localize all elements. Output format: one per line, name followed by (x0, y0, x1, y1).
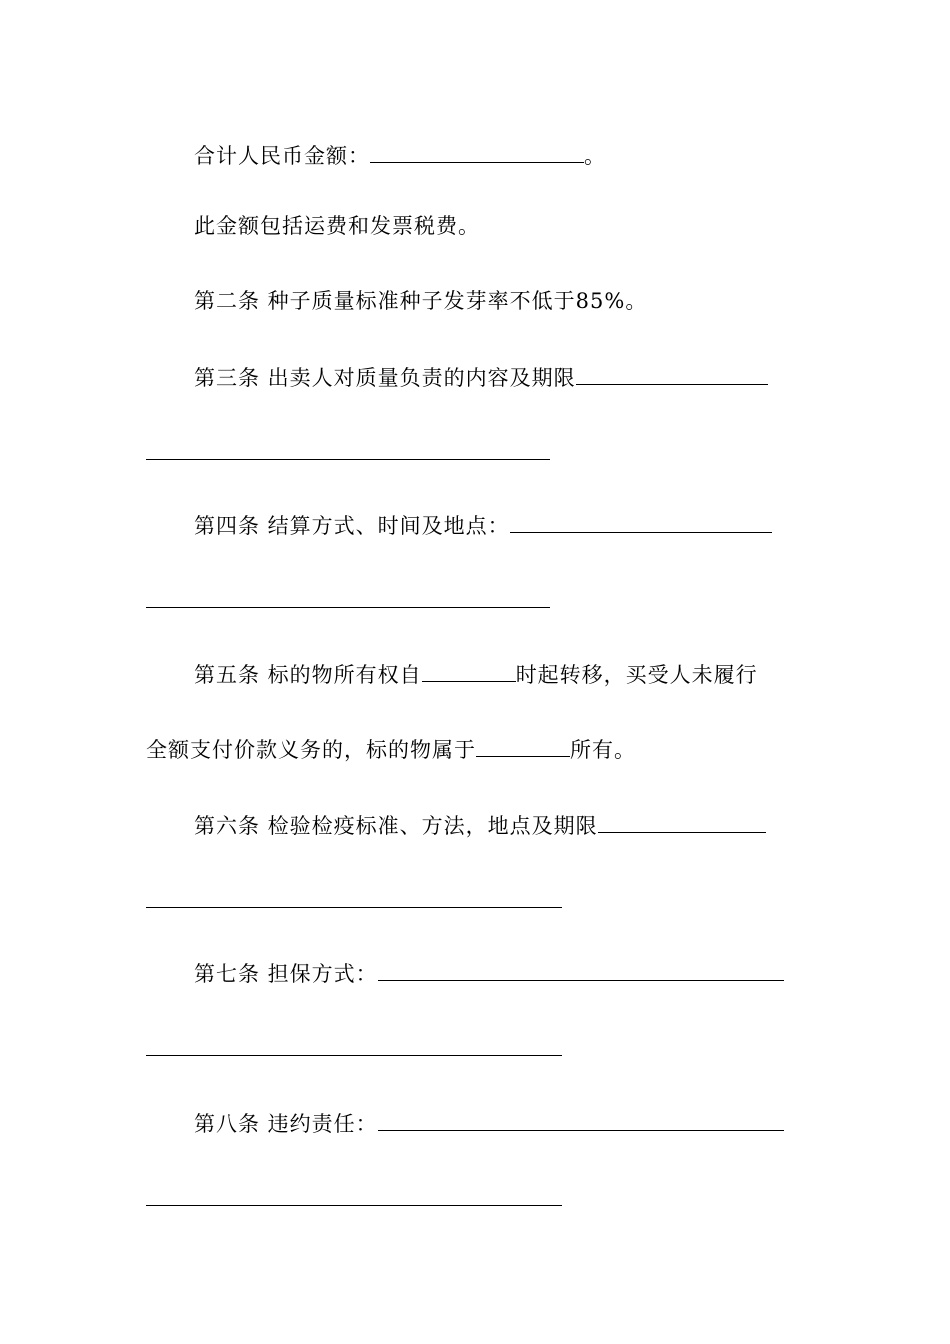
includes-note-text: 此金额包括运费和发票税费。 (194, 214, 480, 238)
ownership-transfer-blank[interactable] (422, 659, 516, 682)
article-8-text: 第八条 违约责任： (194, 1112, 378, 1136)
article-4-blank[interactable] (510, 510, 772, 533)
article-4-continuation-blank[interactable] (146, 607, 550, 608)
article-8 (146, 1108, 856, 1139)
article-4-text: 第四条 结算方式、时间及地点： (194, 514, 510, 538)
article-8-blank[interactable] (378, 1108, 784, 1131)
article-5-text-d: 所有。 (570, 738, 636, 762)
article-7-text: 第七条 担保方式： (194, 962, 378, 986)
ownership-belongs-blank[interactable] (476, 734, 570, 757)
article-7 (146, 958, 856, 989)
article-7-blank[interactable] (378, 958, 784, 981)
article-2 (146, 286, 856, 316)
total-amount-blank[interactable] (370, 140, 584, 163)
article-5-text-b: 时起转移，买受人未履行 (515, 663, 758, 687)
article-7-continuation-blank[interactable] (146, 1055, 562, 1056)
article-6 (146, 810, 856, 841)
article-5-line-2 (146, 734, 808, 765)
includes-note (146, 211, 856, 241)
article-5-line-1 (146, 659, 856, 690)
article-5-text-c: 全额支付价款义务的，标的物属于 (146, 738, 476, 762)
article-8-continuation-blank[interactable] (146, 1205, 562, 1206)
article-3-text: 第三条 出卖人对质量负责的内容及期限 (194, 366, 576, 390)
total-amount-end: 。 (584, 144, 606, 168)
total-amount-line (146, 140, 856, 171)
article-2-text: 第二条 种子质量标准种子发芽率不低于85%。 (194, 289, 648, 313)
article-3 (146, 362, 856, 393)
article-4 (146, 510, 856, 541)
article-6-blank[interactable] (598, 810, 766, 833)
article-6-text: 第六条 检验检疫标准、方法，地点及期限 (194, 814, 598, 838)
article-6-continuation-blank[interactable] (146, 907, 562, 908)
article-3-continuation-blank[interactable] (146, 459, 550, 460)
article-5-text-a: 第五条 标的物所有权自 (194, 663, 422, 687)
article-3-blank[interactable] (576, 362, 768, 385)
total-amount-label: 合计人民币金额： (194, 144, 370, 168)
